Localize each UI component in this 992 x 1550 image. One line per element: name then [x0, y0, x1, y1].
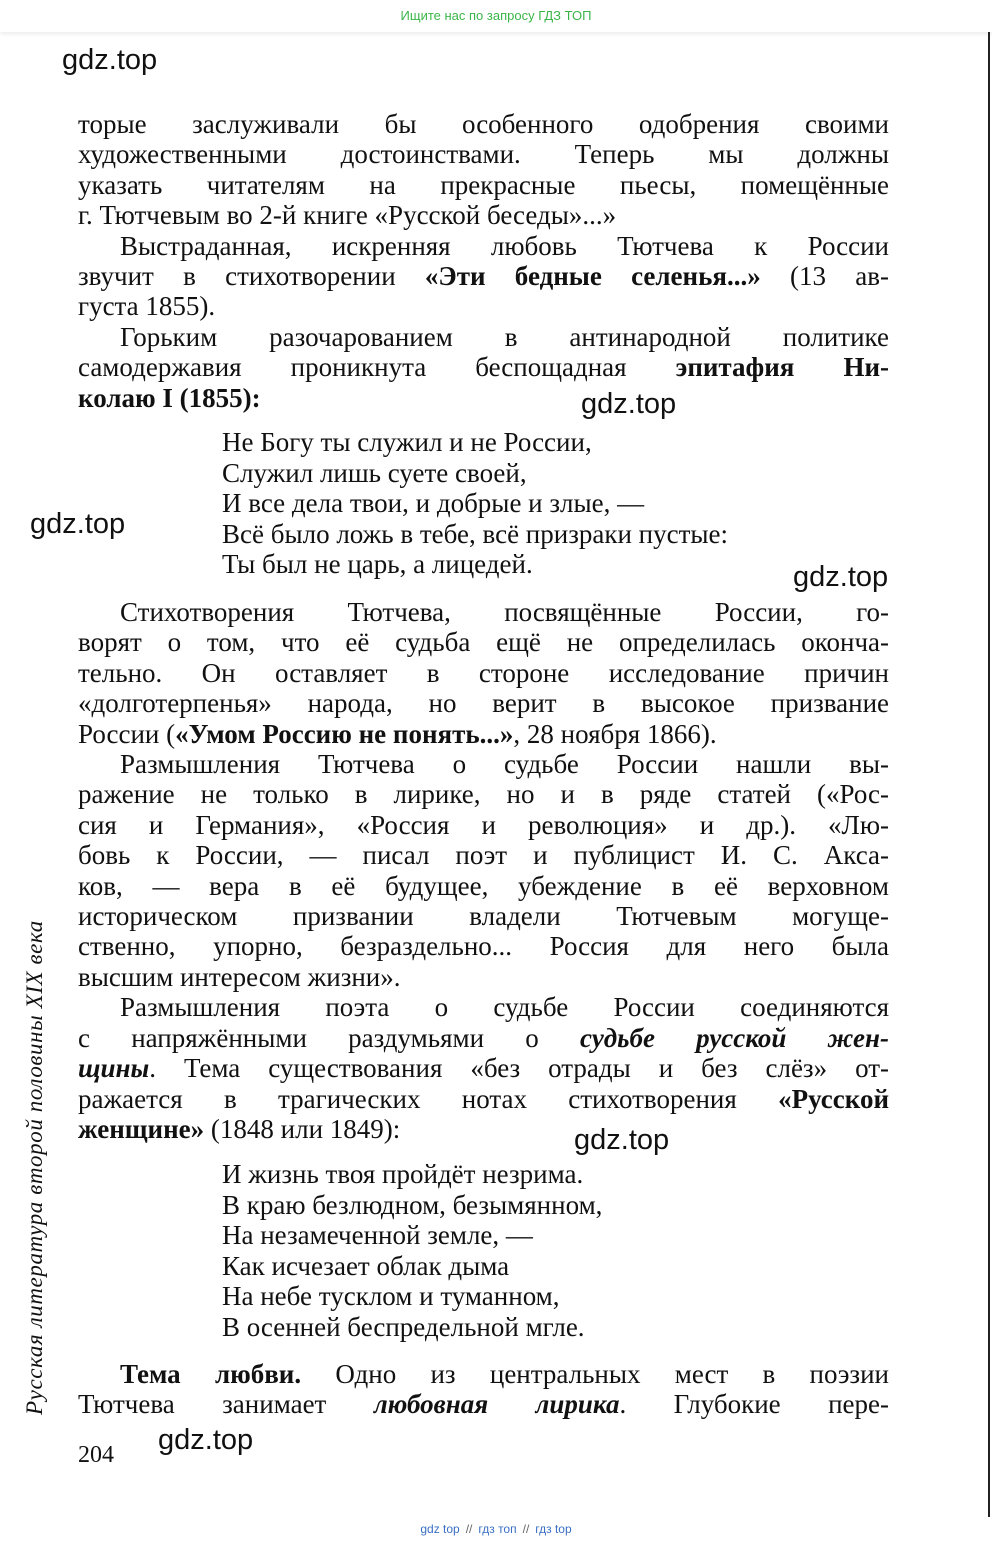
- footer-link[interactable]: гдз top: [535, 1522, 572, 1536]
- text-line: густа 1855).: [78, 291, 216, 322]
- poem-title: женщине»: [78, 1113, 205, 1144]
- poem-russian-woman: [222, 1159, 602, 1342]
- top-banner-link[interactable]: Ищите нас по запросу ГДЗ ТОП: [0, 0, 992, 32]
- emphasis: любовная лирика: [373, 1389, 620, 1420]
- text-line: г. Тютчевым во 2-й книге «Русской беседы»...»: [78, 200, 617, 231]
- poem-line: Ты был не царь, а лицедей.: [222, 549, 533, 579]
- text-line: ражение не только в лирике, но и в ряде статей («Рос-: [78, 779, 889, 810]
- watermark: gdz.top: [158, 1424, 254, 1456]
- watermark: gdz.top: [574, 1124, 670, 1156]
- poem-title: колаю I: [78, 382, 173, 413]
- poem-line: Не Богу ты служил и не России,: [222, 427, 592, 457]
- poem-line: И жизнь твоя пройдёт незрима.: [222, 1159, 584, 1189]
- poem-line: В осенней беспредельной мгле.: [222, 1311, 585, 1342]
- text-line: торые заслуживали бы особенного одобрения своими: [78, 109, 889, 139]
- poem-line: В краю безлюдном, безымянном,: [222, 1189, 603, 1220]
- text-line: Горьким разочарованием в антинародной политике: [120, 321, 889, 352]
- emphasis: судьбе русской жен-: [580, 1022, 890, 1053]
- page-edge-line: [988, 32, 990, 1517]
- text-line: художественными достоинствами. Теперь мы должны: [78, 139, 889, 170]
- poem-line: Служил лишь суете своей,: [222, 457, 527, 488]
- text-line: ков, — вера в её будущее, убеждение в её верховном: [78, 870, 889, 901]
- footer-link[interactable]: гдз топ: [478, 1522, 517, 1536]
- footer-separator: //: [465, 1522, 473, 1536]
- emphasis: щины: [78, 1053, 150, 1084]
- text-line: указать читателям на прекрасные пьесы, помещённые: [78, 169, 889, 200]
- text-line: «долготерпенья» народа, но верит в высокое призвание: [78, 688, 889, 719]
- text-line: Размышления поэта о судьбе России соединяются: [120, 992, 889, 1023]
- poem-title: «Умом Россию не понять...»: [175, 718, 514, 749]
- poem-line: На незамеченной земле, —: [222, 1220, 533, 1250]
- text-line: Выстраданная, искренняя любовь Тютчева к России: [120, 230, 889, 261]
- text-love-theme: [78, 1359, 889, 1420]
- poem-line: И все дела твои, и добрые и злые, —: [222, 488, 645, 518]
- text-line: ворят о том, что её судьба ещё не определилась оконча-: [78, 627, 889, 658]
- text-line: щины. Тема существования «без отрады и без слёз» от-: [78, 1053, 889, 1084]
- text-continuation: [78, 109, 889, 413]
- watermark: gdz.top: [793, 561, 889, 593]
- text-line: России («Умом Россию не понять...», 28 ноября 1866).: [78, 718, 717, 749]
- side-running-title: Русская литература второй половины XIX века: [22, 920, 47, 1415]
- poem-title: «Русской: [778, 1083, 889, 1114]
- text-line: с напряжёнными раздумьями о судьбе русской жен-: [78, 1022, 890, 1053]
- poem-line: Всё было ложь в тебе, всё призраки пустые:: [222, 518, 729, 549]
- poem-title: «Эти бедные селенья...»: [424, 261, 761, 292]
- page-number: 204: [78, 1442, 114, 1468]
- poem-line: Как исчезает облак дыма: [222, 1250, 510, 1281]
- text-line: Стихотворения Тютчева, посвящённые России, го-: [120, 597, 889, 627]
- poem-title: эпитафия Ни-: [675, 352, 889, 383]
- section-heading: Тема любви.: [120, 1359, 302, 1389]
- text-line: высшим интересом жизни».: [78, 961, 401, 992]
- text-line: бовь к России, — писал поэт и публицист И. С. Акса-: [78, 840, 889, 871]
- text-line: женщине» (1848 или 1849):: [78, 1113, 401, 1144]
- text-line: историческом призвании владели Тютчевым могуще-: [78, 901, 889, 932]
- text-line: тельно. Он оставляет в стороне исследование причин: [78, 657, 889, 688]
- text-line: сия и Германия», «Россия и революция» и др.). «Лю-: [78, 809, 889, 840]
- text-body: [78, 597, 889, 1144]
- watermark: gdz.top: [30, 508, 126, 540]
- footer-link[interactable]: gdz top: [420, 1522, 460, 1536]
- text-line: ражается в трагических нотах стихотворения «Русской: [78, 1083, 889, 1114]
- poem-line: На небе тусклом и туманном,: [222, 1281, 560, 1311]
- text-line: ственно, упорно, безраздельно... Россия для него была: [78, 931, 889, 962]
- watermark: gdz.top: [581, 388, 677, 420]
- watermark: gdz.top: [62, 44, 158, 76]
- footer-links: [0, 1522, 992, 1536]
- text-line: Тютчева занимает любовная лирика. Глубокие пере-: [78, 1389, 889, 1420]
- text-line: Размышления Тютчева о судьбе России нашли вы-: [120, 749, 889, 780]
- text-line: Тема любви. Одно из центральных мест в поэзии: [120, 1359, 889, 1389]
- text-line: колаю I (1855):: [78, 382, 261, 413]
- footer-separator: //: [522, 1522, 530, 1536]
- poem-epitaph: [222, 427, 728, 580]
- text-line: звучит в стихотворении «Эти бедные селенья...» (13 ав-: [78, 261, 889, 292]
- text-line: самодержавия проникнута беспощадная эпитафия Ни-: [78, 352, 889, 383]
